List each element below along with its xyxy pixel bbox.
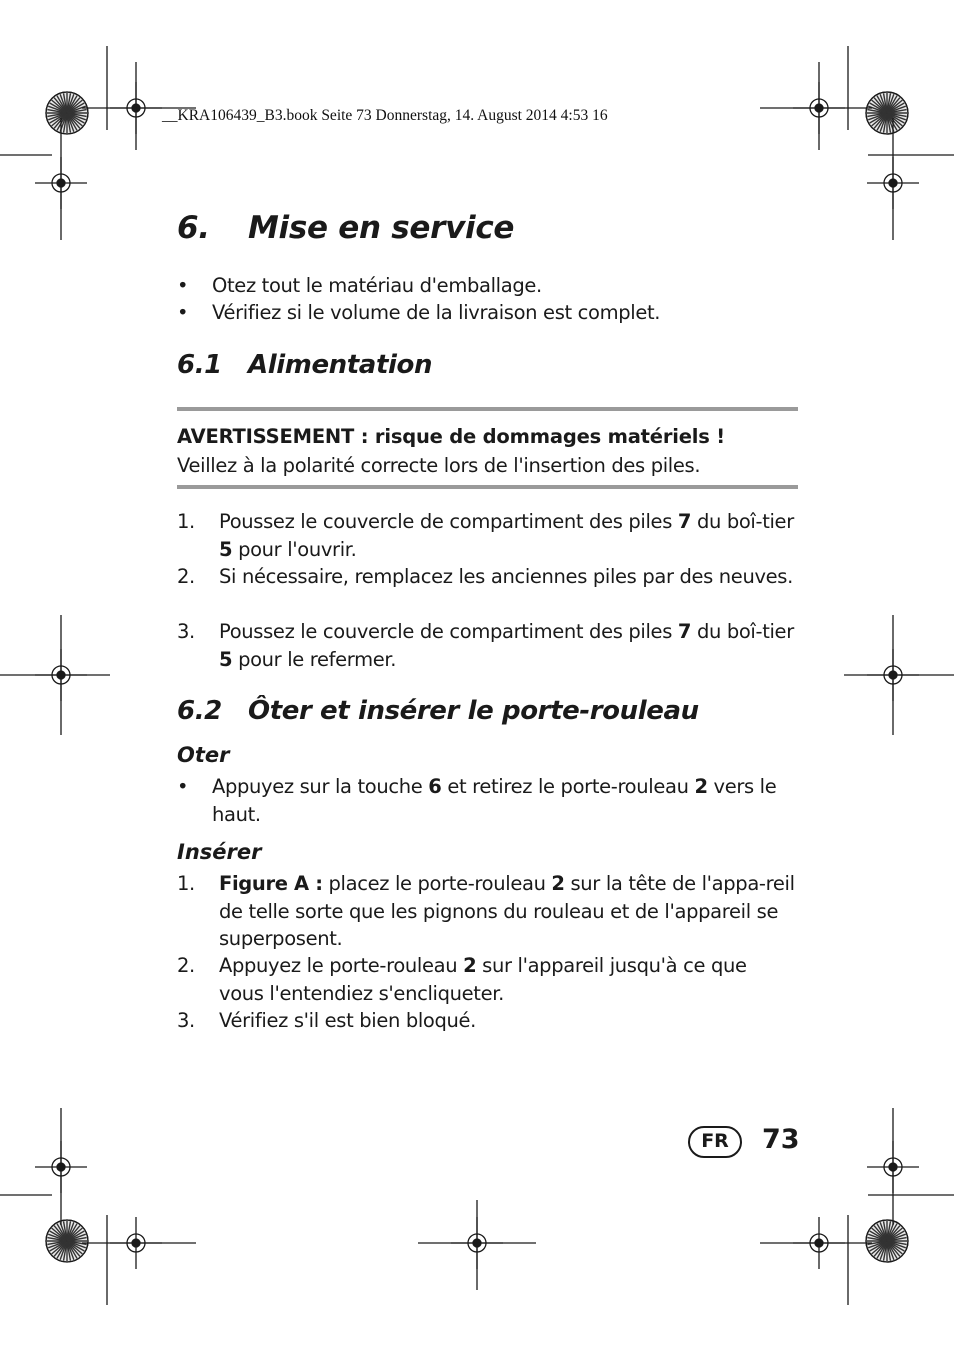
part-ref: 5: [219, 647, 233, 671]
list-item: [177, 773, 802, 828]
list-item-text: [219, 618, 797, 673]
step-text: pour l'ouvrir.: [232, 537, 357, 561]
section-title: Mise en service: [248, 210, 515, 246]
bullet-icon: •: [177, 301, 189, 324]
section-title: Alimentation: [248, 350, 433, 380]
step-number: 2.: [177, 954, 195, 977]
section-title: Ôter et insérer le porte-rouleau: [248, 696, 699, 726]
list-item-text: Otez tout le matériau d'emballage.: [212, 274, 542, 297]
step-number: 3.: [177, 1009, 195, 1032]
step-text: vers le haut.: [212, 775, 777, 826]
page-number: 73: [762, 1124, 800, 1155]
section-6-1-heading: [177, 350, 432, 380]
part-ref: 2: [463, 954, 477, 977]
step-text: Poussez le couvercle de compartiment des piles: [219, 510, 678, 533]
part-ref: 2: [694, 775, 708, 798]
part-ref: 2: [551, 872, 565, 895]
step-number: 1.: [177, 510, 195, 533]
list-item: [177, 299, 797, 327]
subheading-oter: Oter: [177, 743, 230, 767]
step-text: Poussez le couvercle de compartiment des piles: [219, 620, 678, 643]
step-text: du boî-tier: [691, 510, 794, 533]
print-file-info: __KRA106439_B3.book Seite 73 Donnerstag, 14. August 2014 4:53 16: [162, 107, 608, 124]
step-text: du boî-tier: [691, 620, 794, 643]
warning-title: AVERTISSEMENT : risque de dommages matériels !: [177, 425, 725, 448]
subheading-inserer: Insérer: [177, 840, 262, 864]
step-text: Appuyez sur la touche: [212, 775, 429, 798]
list-item: [177, 1007, 797, 1035]
list-item: [177, 272, 797, 300]
list-item-text: [219, 870, 802, 953]
section-6-heading: [177, 210, 514, 246]
section-number: 6.: [177, 210, 210, 246]
step-text: et retirez le porte-rouleau: [441, 775, 695, 798]
section-6-2-heading: [177, 696, 699, 726]
warning-top-rule: [177, 407, 798, 411]
section-number: 6.2: [177, 696, 222, 726]
list-item: [177, 618, 797, 673]
part-ref: 7: [677, 510, 692, 533]
list-item-text: [219, 508, 797, 563]
list-item: [177, 508, 797, 563]
list-item: [177, 563, 797, 591]
list-item-text: [219, 952, 797, 1007]
figure-ref: Figure A :: [219, 872, 323, 895]
section-number: 6.1: [177, 350, 222, 380]
step-text: pour le refermer.: [232, 647, 397, 671]
warning-bottom-rule: [177, 485, 798, 489]
step-number: 3.: [177, 620, 195, 643]
part-ref: 6: [428, 775, 442, 798]
list-item-text: Si nécessaire, remplacez les anciennes piles par des neuves.: [219, 565, 793, 588]
list-item-text: Vérifiez s'il est bien bloqué.: [219, 1009, 477, 1032]
list-item: [177, 952, 797, 1007]
step-number: 2.: [177, 565, 195, 588]
step-text: sur la tête de l'appa-reil de telle sorte que les pignons du rouleau et de l'appareil se superposent.: [219, 872, 795, 950]
list-item: [177, 870, 802, 953]
bullet-icon: •: [177, 775, 189, 798]
language-badge: FR: [688, 1126, 742, 1158]
part-ref: 5: [219, 537, 233, 561]
step-number: 1.: [177, 872, 195, 895]
list-item-text: [212, 773, 802, 828]
warning-text: Veillez à la polarité correcte lors de l'insertion des piles.: [177, 454, 701, 477]
step-text: placez le porte-rouleau: [322, 872, 552, 895]
step-text: sur l'appareil jusqu'à ce que vous l'entendiez s'encliqueter.: [219, 954, 747, 1005]
bullet-icon: •: [177, 274, 189, 297]
part-ref: 7: [677, 620, 692, 643]
step-text: Appuyez le porte-rouleau: [219, 954, 464, 977]
list-item-text: Vérifiez si le volume de la livraison est complet.: [212, 301, 661, 324]
